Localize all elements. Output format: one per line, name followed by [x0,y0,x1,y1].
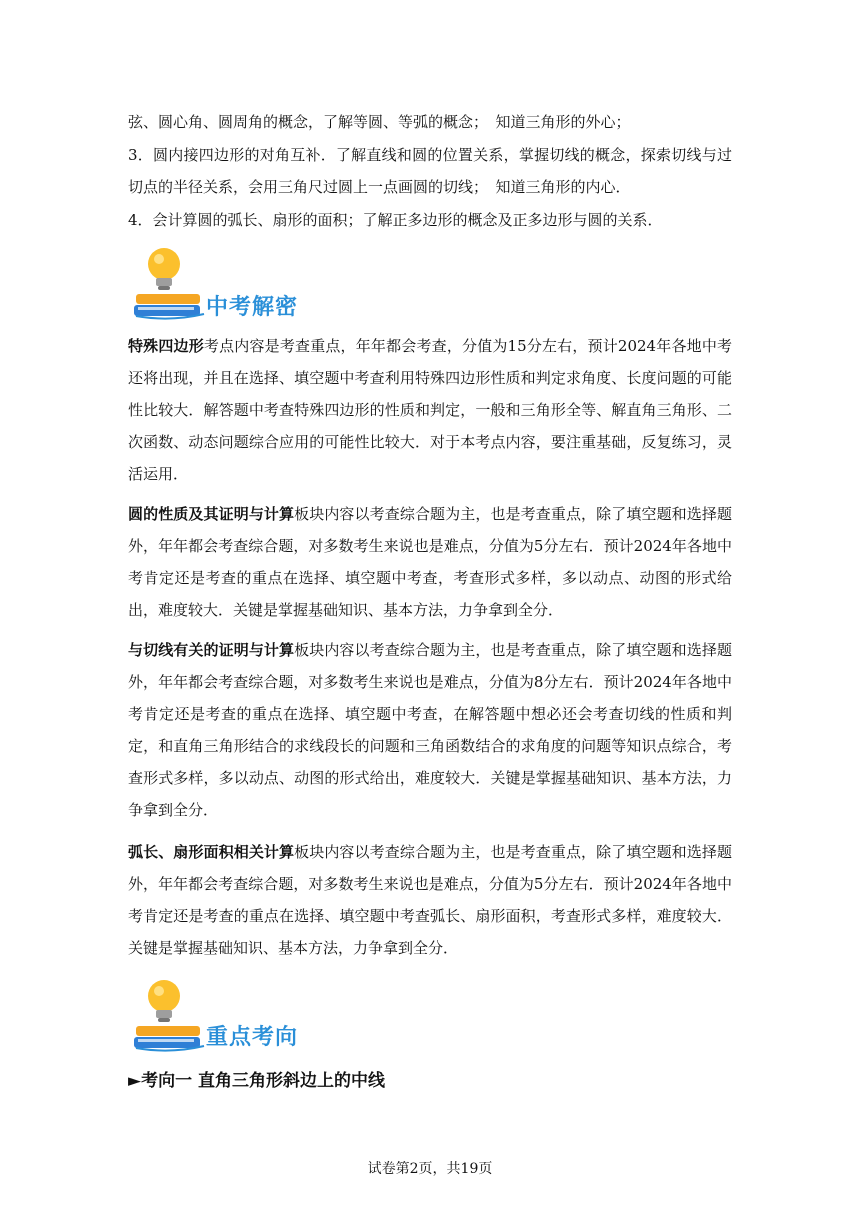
intro-item-3: 3．圆内接四边形的对角互补．了解直线和圆的位置关系，掌握切线的概念，探索切线与过切点的半径关系，会用三角尺过圆上一点画圆的切线； 知道三角形的内心． [128,146,732,196]
paragraph-lead: 弧长、扇形面积相关计算 [128,843,295,861]
paragraph-text: 板块内容以考查综合题为主，也是考查重点，除了填空题和选择题外，年年都会考查综合题，对多数考生来说也是难点，分值为5分左右．预计2024年各地中考肯定还是考查的重点在选择、填空题中考查弧长、扇形面积，考查形式多样，难度较大．关键是掌握基础知识、基本方法，力争拿到全分． [128,843,732,957]
paragraph-text: 考点内容是考查重点，年年都会考查，分值为15分左右，预计2024年各地中考还将出现，并且在选择、填空题中考查利用特殊四边形性质和判定求角度、长度问题的可能性比较大．解答题中考查特殊四边形的性质和判定，一般和三角形全等、解直角三角形、二次函数、动态问题综合应用的可能性比较大．对于本考点内容，要注重基础，反复练习，灵活运用． [128,337,732,483]
page-footer: 试卷第2页，共19页 [367,1161,493,1177]
paragraph-lead: 与切线有关的证明与计算 [128,641,295,659]
paragraph-tangent [128,634,732,826]
section-title: 重点考向 [206,1025,299,1050]
section-title: 中考解密 [206,295,299,320]
paragraph-special-quadrilateral [128,330,732,490]
paragraph-text: 板块内容以考查综合题为主，也是考查重点，除了填空题和选择题外，年年都会考查综合题，对多数考生来说也是难点，分值为5分左右．预计2024年各地中考肯定还是考查的重点在选择、填空题中考查，考查形式多样，多以动点、动图的形式给出，难度较大．关键是掌握基础知识、基本方法，力争拿到全分． [128,505,732,619]
paragraph-text: 板块内容以考查综合题为主，也是考查重点，除了填空题和选择题外，年年都会考查综合题，对多数考生来说也是难点，分值为8分左右．预计2024年各地中考肯定还是考查的重点在选择、填空题中考查，在解答题中想必还会考查切线的性质和判定，和直角三角形结合的求线段长的问题和三角函数结合的求角度的问题等知识点综合，考查形式多样，多以动点、动图的形式给出，难度较大．关键是掌握基础知识、基本方法，力争拿到全分． [128,641,732,819]
subheading-direction-1: ►考向一 直角三角形斜边上的中线 [128,1071,385,1091]
paragraph-lead: 圆的性质及其证明与计算 [128,505,295,523]
section-banner-exam-secrets [130,244,410,324]
paragraph-lead: 特殊四边形 [128,337,204,355]
lightbulb-books-icon [130,976,210,1056]
intro-item-4: 4．会计算圆的弧长、扇形的面积；了解正多边形的概念及正多边形与圆的关系． [128,211,663,229]
paragraph-circle-properties [128,498,732,626]
intro-line-1: 弦、圆心角、圆周角的概念，了解等圆、等弧的概念； 知道三角形的外心； [128,113,631,131]
lightbulb-books-icon [130,244,210,324]
section-banner-key-directions [130,976,410,1056]
paragraph-arc-sector [128,836,732,964]
